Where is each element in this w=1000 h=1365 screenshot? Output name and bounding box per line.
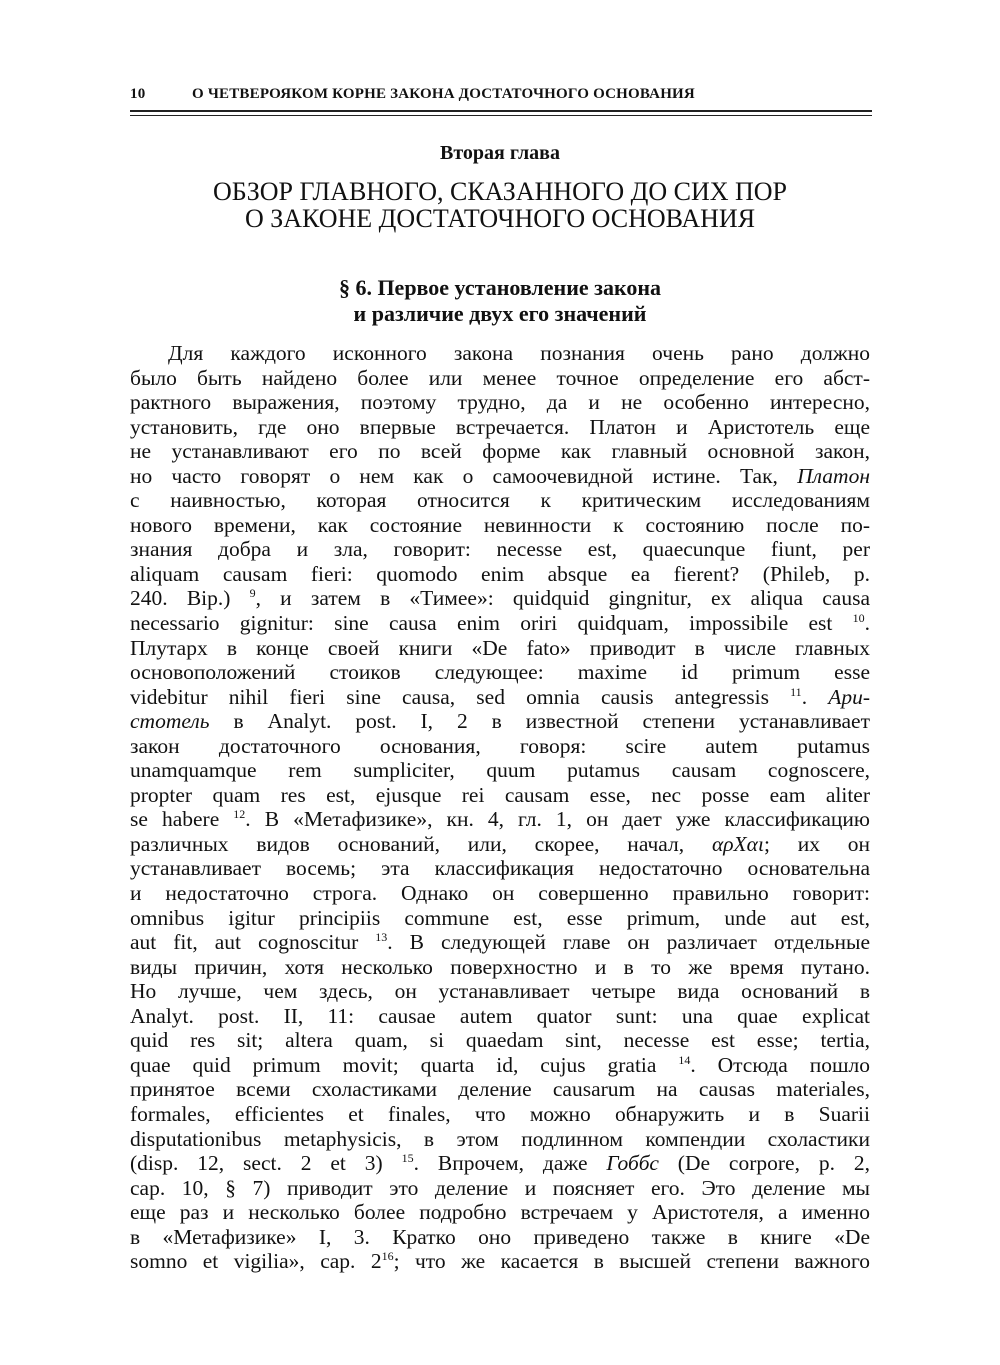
text-line bbox=[130, 1176, 870, 1201]
italic-text: стотель bbox=[130, 709, 210, 734]
text-line bbox=[130, 685, 870, 710]
text-run: Для каждого исконного закона познания очень рано должно bbox=[168, 341, 870, 365]
text-line bbox=[130, 1053, 870, 1078]
header-rule-thin bbox=[130, 115, 872, 116]
text-line bbox=[130, 906, 870, 931]
text-run: установить, где оно впервые встречается. Платон и Аристотель еще bbox=[130, 414, 870, 439]
text-line bbox=[130, 390, 870, 415]
text-run: устанавливает восемь; эта классификация недостаточно основательна bbox=[130, 856, 870, 881]
text-run: было быть найдено более или менее точное определение его абст- bbox=[130, 365, 870, 390]
footnote-ref: 11 bbox=[790, 684, 802, 699]
text-line bbox=[130, 979, 870, 1004]
text-line bbox=[130, 464, 870, 489]
text-run: videbitur nihil fieri sine causa, sed omnia causis antegressis bbox=[130, 684, 791, 709]
text-run: закон достаточного основания, говоря: scire autem putamus bbox=[130, 733, 870, 758]
running-title: О ЧЕТВЕРОЯКОМ КОРНЕ ЗАКОНА ДОСТАТОЧНОГО ОСНОВАНИЯ bbox=[192, 86, 695, 102]
text-line bbox=[130, 807, 870, 832]
text-line bbox=[130, 1200, 870, 1225]
text-run: но часто говорят о нем как о самоочевидной истине. Так, bbox=[130, 463, 798, 488]
text-line bbox=[130, 856, 870, 881]
text-line bbox=[130, 439, 870, 464]
text-run: . В следующей главе он различает отдельные bbox=[387, 930, 870, 955]
chapter-title-line-1: ОБЗОР ГЛАВНОГО, СКАЗАННОГО ДО СИХ ПОР bbox=[212, 177, 788, 206]
text-run: Analyt. post. II, 11: causae autem quator sunt: una quae explicat bbox=[130, 1003, 870, 1028]
footnote-ref: 10 bbox=[852, 611, 865, 626]
page-number: 10 bbox=[130, 86, 146, 102]
text-run: se habere bbox=[130, 807, 234, 832]
text-run: . Впрочем, даже bbox=[413, 1151, 607, 1176]
text-run: somno et vigilia», cap. 2 bbox=[130, 1249, 382, 1274]
text-run: quid res sit; altera quam, si quaedam sint, necesse est esse; tertia, bbox=[130, 1028, 870, 1053]
text-run: necessario gignitur: sine causa enim oriri quidquam, impossibile est bbox=[130, 611, 853, 636]
footnote-ref: 12 bbox=[233, 807, 246, 822]
body-text bbox=[130, 341, 870, 1274]
text-run: еще раз и несколько более подробно встречаем у Аристотеля, а именно bbox=[130, 1200, 870, 1225]
text-line bbox=[130, 341, 870, 366]
text-line bbox=[130, 660, 870, 685]
text-line bbox=[130, 930, 870, 955]
text-run: ; что же касается в высшей степени важного bbox=[393, 1249, 870, 1274]
text-run: (De corpore, p. 2, bbox=[658, 1151, 870, 1176]
text-run: с наивностью, которая относится к критическим исследованиям bbox=[130, 488, 870, 513]
text-line bbox=[130, 488, 870, 513]
text-line bbox=[130, 1249, 870, 1274]
text-line bbox=[130, 709, 870, 734]
text-run: принятое всеми схоластиками деление causarum на causas materiales, bbox=[130, 1077, 870, 1102]
text-run: . bbox=[801, 684, 829, 709]
text-run: , и затем в «Тимее»: quidquid gingnitur, ex aliqua causa bbox=[255, 586, 870, 611]
text-line bbox=[130, 586, 870, 611]
text-run: рактного выражения, поэтому трудно, да и не особенно интересно, bbox=[130, 390, 870, 415]
italic-text: Ари- bbox=[828, 684, 870, 709]
text-line bbox=[130, 1004, 870, 1029]
text-run: основоположений стоиков следующее: maxime id primum esse bbox=[130, 660, 870, 685]
text-line bbox=[130, 758, 870, 783]
italic-text: Платон bbox=[797, 463, 870, 488]
text-run: propter quam res est, ejusque rei causam esse, nec posse eam aliter bbox=[130, 782, 870, 807]
italic-text: Гоббс bbox=[606, 1151, 659, 1176]
text-run: нового времени, как состояние невинности к состоянию после по- bbox=[130, 512, 870, 537]
text-run: ; их он bbox=[763, 831, 870, 856]
text-run: различных видов оснований, или, скорее, начал, bbox=[130, 831, 712, 856]
text-line bbox=[130, 881, 870, 906]
text-run: Но лучше, чем здесь, он устанавливает четыре вида оснований в bbox=[130, 979, 870, 1004]
text-line bbox=[130, 537, 870, 562]
text-line bbox=[130, 636, 870, 661]
text-run: aliquam causam fieri: quomodo enim absque ea fierent? (Phileb, p. bbox=[130, 561, 870, 586]
text-run: unamquamque rem sumpliciter, quum putamus causam cognoscere, bbox=[130, 758, 870, 783]
text-line bbox=[130, 611, 870, 636]
text-line bbox=[130, 1077, 870, 1102]
text-run: . Отсюда пошло bbox=[690, 1052, 870, 1077]
text-run: в Analyt. post. I, 2 в известной степени устанавливает bbox=[209, 709, 870, 734]
text-line bbox=[130, 832, 870, 857]
text-run: в «Метафизике» I, 3. Кратко оно приведено также в книге «De bbox=[130, 1224, 870, 1249]
chapter-label: Вторая глава bbox=[440, 142, 560, 164]
text-run: . В «Метафизике», кн. 4, гл. 1, он дает уже классификацию bbox=[245, 807, 870, 832]
text-line bbox=[130, 1151, 870, 1176]
italic-text: αρΧαι bbox=[711, 831, 764, 856]
text-run: omnibus igitur principiis commune est, esse primum, unde aut est, bbox=[130, 905, 870, 930]
section-heading-line-1: § 6. Первое установление закона bbox=[338, 275, 662, 300]
text-run: 240. Bip.) bbox=[130, 586, 250, 611]
text-run: disputationibus metaphysicis, в этом подлинном компендии схоластики bbox=[130, 1126, 870, 1151]
text-run: виды причин, хотя несколько поверхностно и в то же время путано. bbox=[130, 954, 870, 979]
footnote-ref: 14 bbox=[678, 1052, 691, 1067]
text-line bbox=[130, 1102, 870, 1127]
text-run: знания добра и зла, говорит: necesse est, quaecunque fiunt, per bbox=[130, 537, 870, 562]
chapter-title-line-2: О ЗАКОНЕ ДОСТАТОЧНОГО ОСНОВАНИЯ bbox=[244, 204, 756, 233]
text-run: aut fit, aut cognoscitur bbox=[130, 930, 376, 955]
section-heading-line-2: и различие двух его значений bbox=[353, 301, 647, 326]
text-run: cap. 10, § 7) приводит это деление и поясняет его. Это деление мы bbox=[130, 1175, 870, 1200]
text-run: Плутарх в конце своей книги «De fato» приводит в числе главных bbox=[130, 635, 870, 660]
text-run: не устанавливают его по всей форме как главный основной закон, bbox=[130, 439, 870, 464]
text-line bbox=[130, 734, 870, 759]
text-line bbox=[130, 1225, 870, 1250]
text-line bbox=[130, 562, 870, 587]
footnote-ref: 9 bbox=[249, 586, 256, 601]
text-line bbox=[130, 366, 870, 391]
text-line bbox=[130, 415, 870, 440]
text-run: formales, efficientes et finales, что можно обнаружить и в Suarii bbox=[130, 1101, 870, 1126]
text-run: . bbox=[864, 611, 870, 636]
text-run: (disp. 12, sect. 2 et 3) bbox=[130, 1151, 402, 1176]
footnote-ref: 13 bbox=[375, 930, 388, 945]
text-line bbox=[130, 1028, 870, 1053]
footnote-ref: 15 bbox=[401, 1151, 414, 1166]
text-run: и недостаточно строга. Однако он совершенно правильно говорит: bbox=[130, 881, 870, 906]
text-line bbox=[130, 783, 870, 808]
text-line bbox=[130, 513, 870, 538]
text-line bbox=[130, 1127, 870, 1152]
header-rule bbox=[130, 110, 872, 112]
text-line bbox=[130, 955, 870, 980]
footnote-ref: 16 bbox=[381, 1249, 394, 1264]
text-run: quae quid primum movit; quarta id, cujus gratia bbox=[130, 1052, 679, 1077]
